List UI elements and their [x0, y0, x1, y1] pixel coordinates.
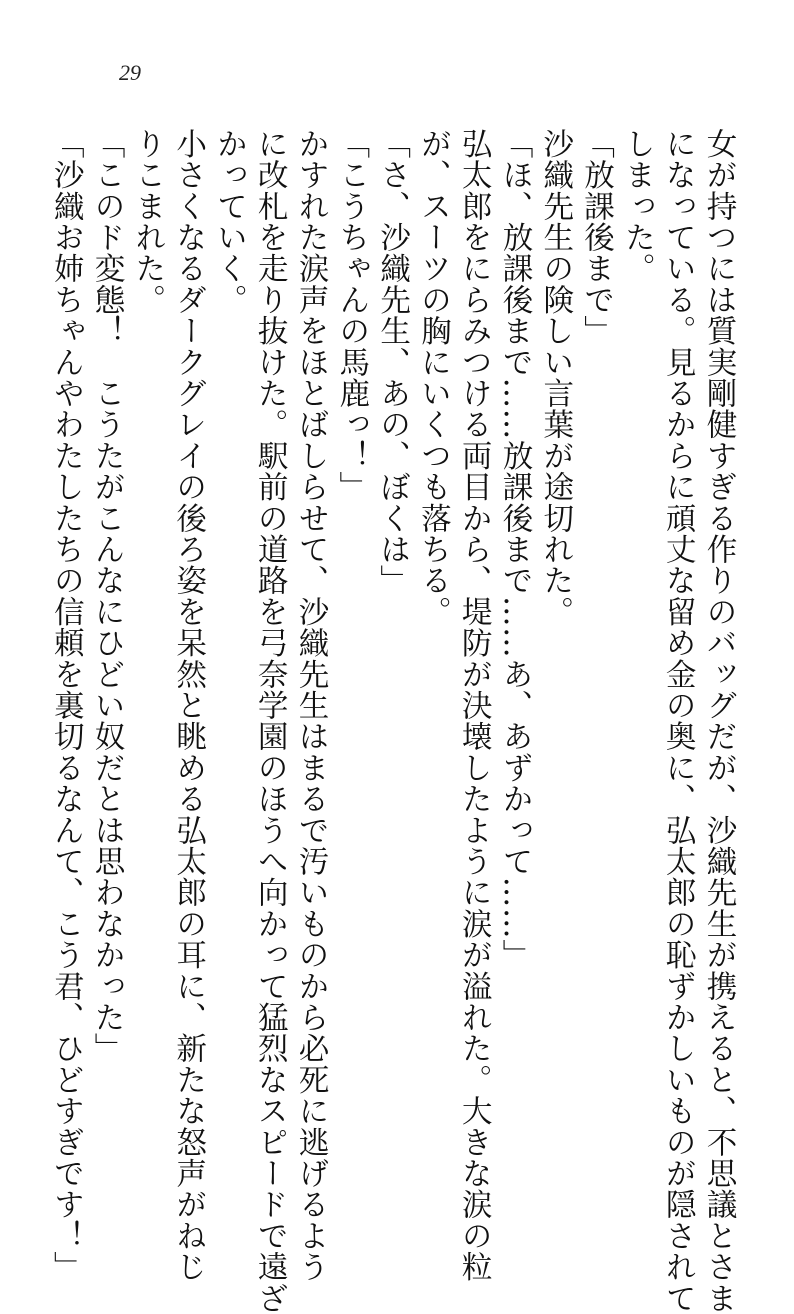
text-line: 「このド変態！ こうたがこんなにひどい奴だとは思わなかった」	[89, 128, 125, 1064]
text-line: が、スーツの胸にいくつも落ちる。	[415, 128, 451, 628]
vertical-body-text	[48, 128, 738, 1314]
text-line: りこまれた。	[129, 128, 165, 316]
text-line: 小さくなるダークグレイの後ろ姿を呆然と眺める弘太郎の耳に、新たな怒声がねじ	[170, 128, 206, 1283]
text-line: かすれた涙声をほとばしらせて、沙織先生はまるで汚いものから必死に逃げるよう	[293, 128, 329, 1283]
text-line: 「沙織お姉ちゃんやわたしたちの信頼を裏切るなんて、こう君、ひどすぎです！」	[48, 128, 84, 1283]
text-line: 「ほ、放課後まで……放課後まで……あ、あずかって……」	[497, 128, 533, 971]
text-line: しまった。	[619, 128, 655, 284]
text-line: になっている。見るからに頑丈な留め金の奥に、弘太郎の恥ずかしいものが隠されて	[660, 128, 696, 1314]
text-line: 「さ、沙織先生、あの、ぼくは」	[374, 128, 410, 596]
text-line: 「放課後まで」	[578, 128, 614, 347]
text-line: に改札を走り抜けた。駅前の道路を弓奈学園のほうへ向かって猛烈なスピードで遠ざ	[252, 128, 288, 1314]
page-number: 29	[119, 60, 141, 85]
text-line: 沙織先生の険しい言葉が途切れた。	[537, 128, 573, 628]
text-line: 「こうちゃんの馬鹿っ！」	[333, 128, 369, 503]
text-line: 女が持つには質実剛健すぎる作りのバッグだが、沙織先生が携えると、不思議とさま	[701, 128, 736, 1314]
text-line: かっていく。	[211, 128, 247, 316]
text-line: 弘太郎をにらみつける両目から、堤防が決壊したように涙が溢れた。大きな涙の粒	[456, 128, 492, 1283]
